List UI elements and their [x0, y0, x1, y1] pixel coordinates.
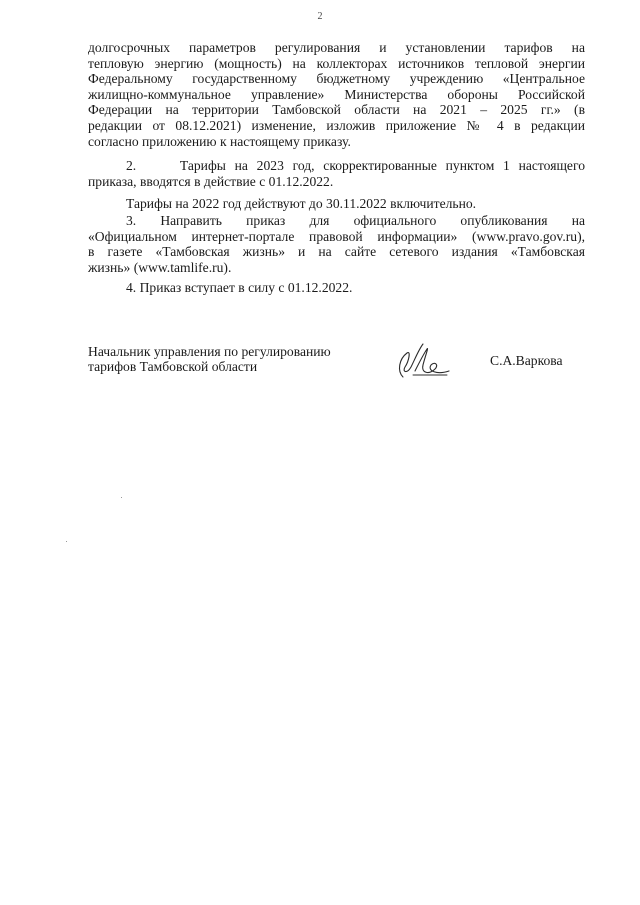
paragraph-3-line: 3. Направить приказ для официального опубликования на — [126, 213, 585, 228]
paragraph-1-line: согласно приложению к настоящему приказу. — [88, 133, 351, 149]
signatory-position — [88, 345, 331, 374]
scan-speck — [66, 541, 67, 542]
scan-speck — [121, 497, 122, 498]
paragraph-1-line: жилищно-коммунальное управление» Министерства обороны Российской — [88, 86, 585, 102]
paragraph-2-line: 2. Тарифы на 2023 год, скорректированные пунктом 1 настоящего — [126, 158, 585, 173]
handwritten-signature — [389, 341, 459, 381]
paragraph-1-line: тепловую энергию (мощность) на коллекторах источников тепловой энергии — [88, 55, 585, 71]
signatory-name: С.А.Варкова — [490, 353, 563, 368]
paragraph-1-line: Федеральному государственному бюджетному учреждению «Центральное — [88, 71, 585, 87]
paragraph-1-line: редакции от 08.12.2021) изменение, изложив приложение № 4 в редакции — [88, 117, 585, 133]
page-number: 2 — [317, 11, 323, 22]
paragraph-4 — [88, 280, 585, 296]
paragraph-2b-line: Тарифы на 2022 год действуют до 30.11.2022 включительно. — [126, 196, 477, 211]
paragraph-4-line: 4. Приказ вступает в силу с 01.12.2022. — [126, 280, 353, 295]
signature-block — [88, 345, 585, 385]
signatory-position-line: тарифов Тамбовской области — [88, 358, 258, 374]
paragraph-1 — [88, 40, 585, 149]
paragraph-3-line: «Официальном интернет-портале правовой информации» (www.pravo.gov.ru), — [88, 228, 585, 244]
paragraph-3 — [88, 213, 585, 275]
paragraph-2 — [88, 158, 585, 189]
signatory-position-line: Начальник управления по регулированию — [88, 344, 331, 359]
paragraph-3-line: в газете «Тамбовская жизнь» и на сайте сетевого издания «Тамбовская — [88, 244, 585, 260]
paragraph-3-line: жизнь» (www.tamlife.ru). — [88, 259, 232, 275]
paragraph-1-line: долгосрочных параметров регулирования и установлении тарифов на — [88, 40, 585, 55]
paragraph-2-line: приказа, вводятся в действие с 01.12.2022. — [88, 173, 334, 189]
paragraph-2b — [88, 196, 585, 212]
paragraph-1-line: Федерации на территории Тамбовской области на 2021 – 2025 гг.» (в — [88, 102, 585, 118]
